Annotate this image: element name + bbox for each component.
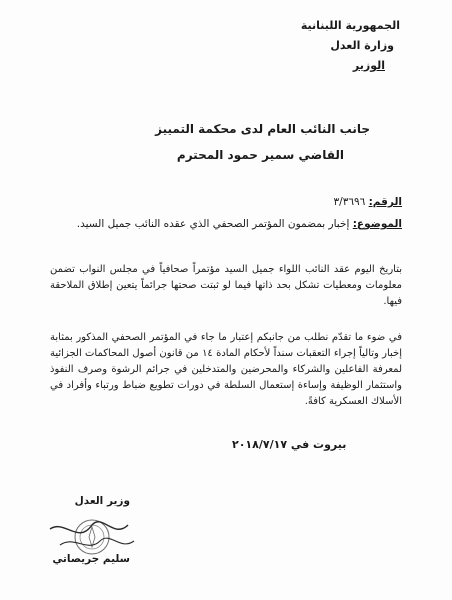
reference-value: ٣/٣٦٩٦ [333, 196, 366, 208]
addressee-title: جانب النائب العام لدى محكمة التمييز [155, 122, 370, 136]
ministry-name: وزارة العدل [330, 39, 394, 52]
subject-line [77, 218, 402, 230]
signature-title: وزير العدل [74, 495, 130, 507]
signature-name: سليم جريصاتي [52, 553, 130, 565]
office-name: الوزير [352, 59, 385, 72]
reference-line [334, 196, 402, 208]
subject-value: إخبار بمضمون المؤتمر الصحفي الذي عقده النائب جميل السيد. [76, 218, 350, 230]
paragraph-1: بتاريخ اليوم عقد النائب اللواء جميل السيد مؤتمراً صحافياً في مجلس النواب تضمن معلومات ومعطيات تشكل بحد ذاتها فيما لو ثبتت صحتها جرائماً يتعين إطلاق الملاحقة فيها. [50, 264, 402, 307]
reference-label: الرقم: [368, 196, 402, 208]
country-name: الجمهورية اللبنانية [300, 19, 400, 32]
ministry-stamp-icon [30, 495, 140, 587]
subject-label: الموضوع: [352, 218, 402, 230]
addressee-name: القاضي سمير حمود المحترم [176, 148, 344, 162]
paragraph-2: في ضوء ما تقدّم نطلب من جانبكم إعتبار ما جاء في المؤتمر الصحفي المذكور بمثابة إخبار وتالياً إجراء التعقبات سنداً لأحكام المادة ١٤ من قانون أصول المحاكمات الجزائية لمعرفة الفاعلين والشركاء والمحرضين والمتدخلين في جرائم الرشوة وصرف النفوذ واستثمار الوظيفة وإساءة إستعمال السلطة في دورات تطويع ضباط ورتباء وأفراد في الأسلاك العسكرية كافةً. [50, 332, 402, 407]
signature-block [30, 495, 140, 587]
date-line: بيروت في ٢٠١٨/٧/١٧ [232, 438, 347, 451]
